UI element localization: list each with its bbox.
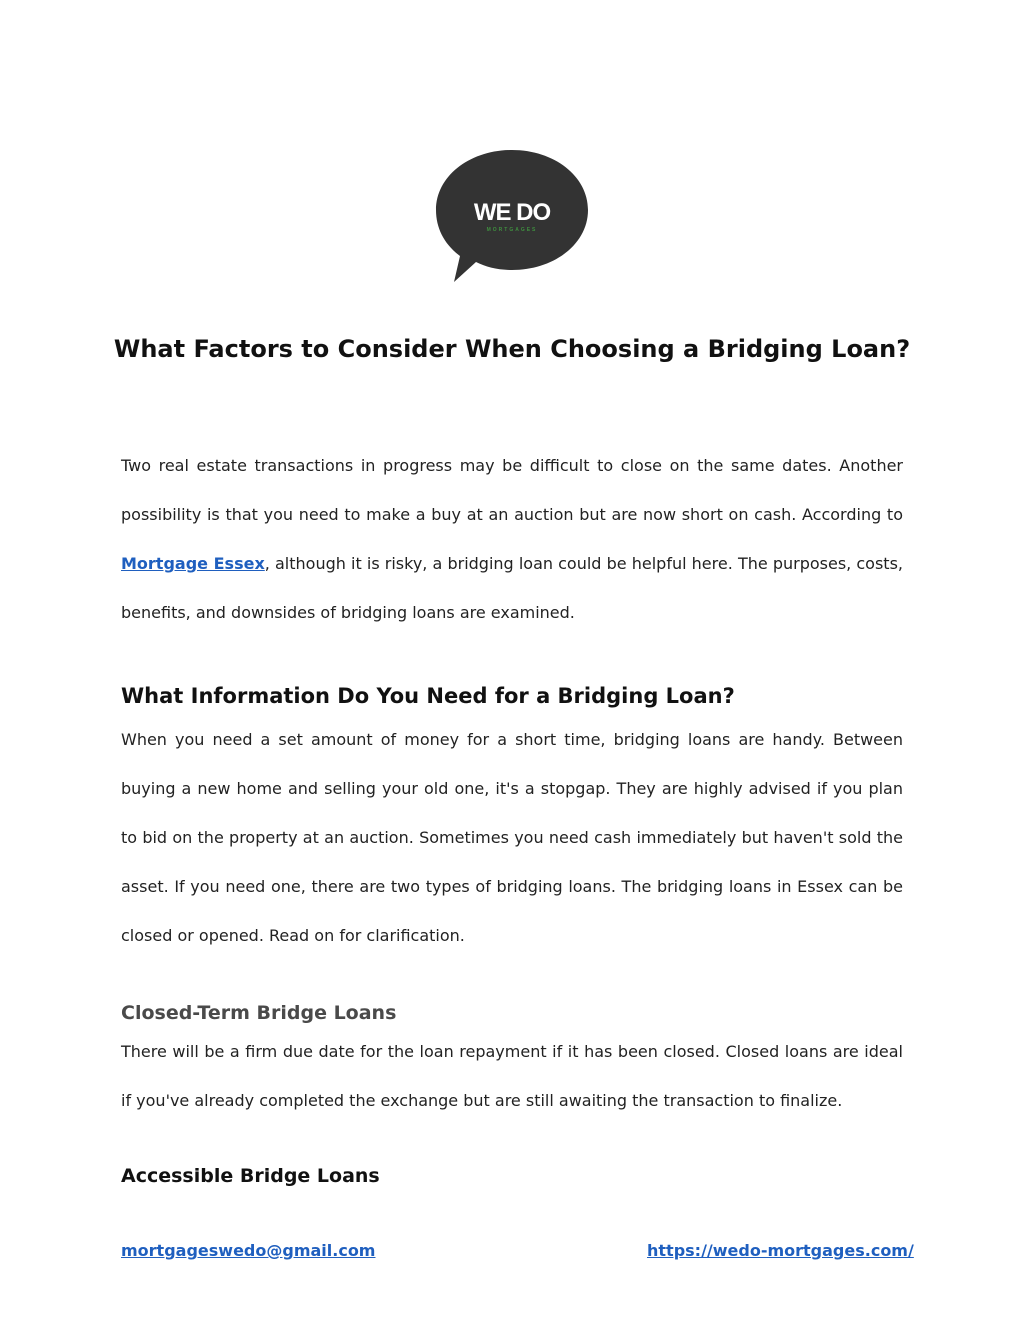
intro-paragraph — [121, 441, 903, 637]
wedo-mortgages-logo — [432, 148, 592, 286]
section-info-heading: What Information Do You Need for a Bridging Loan? — [121, 684, 735, 708]
section-closed-heading: Closed-Term Bridge Loans — [121, 1002, 397, 1024]
section-accessible-heading: Accessible Bridge Loans — [121, 1165, 380, 1187]
footer-email-link[interactable]: mortgageswedo@gmail.com — [121, 1241, 376, 1260]
speech-bubble-icon — [432, 148, 592, 286]
logo-brand-text: WE DO — [473, 199, 551, 226]
intro-text-start: Two real estate transactions in progress may be difficult to close on the same dates. Another possibility is that you need to make a buy at an auction but are now short on cash. According to — [121, 456, 903, 524]
intro-text-end: , although it is risky, a bridging loan could be helpful here. The purposes, costs, benefits, and downsides of bridging loans are examined. — [121, 554, 904, 622]
footer-website-link[interactable]: https://wedo-mortgages.com/ — [647, 1241, 914, 1260]
section-info-body: When you need a set amount of money for a short time, bridging loans are handy. Between buying a new home and selling your old one, it's a stopgap. They are highly advised if you plan to bid on the property at an auction. Sometimes you need cash immediately but haven't sold the asset. If you need one, there are two types of bridging loans. The bridging loans in Essex can be closed or opened. Read on for clarification. — [121, 730, 903, 945]
page-title: What Factors to Consider When Choosing a Bridging Loan? — [113, 335, 911, 363]
mortgage-essex-link[interactable]: Mortgage Essex — [121, 554, 265, 573]
logo-sub-text: MORTGAGES — [486, 227, 538, 233]
section-closed-body: There will be a firm due date for the loan repayment if it has been closed. Closed loans are ideal if you've already completed the exchange but are still awaiting the transaction to finalize. — [121, 1042, 903, 1110]
